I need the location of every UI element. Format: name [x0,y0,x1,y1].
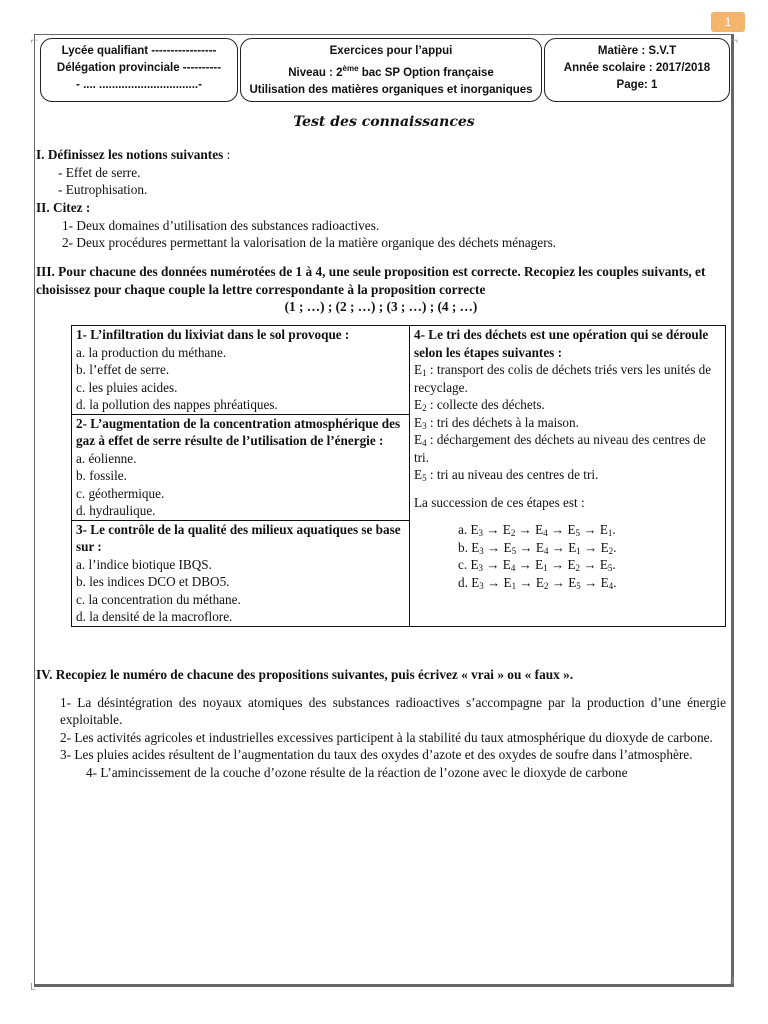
document-title: Test des connaissances [293,114,475,130]
option: a. l’indice biotique IBQS. [76,556,212,572]
step-item: $E_1$ : transport des colis de déchets triés vers les unités de recyclage. [414,362,712,395]
step-item: $E_3$ : tri des déchets à la maison. [414,414,579,431]
section-4-heading: IV. Recopiez le numéro de chacune des propositions suivantes, puis écrivez « vrai » ou « faux ». [36,667,574,682]
answer-pairs: (1 ; …) ; (2 ; …) ; (3 ; …) ; (4 ; …) [284,299,478,314]
step-list [414,361,721,484]
corner-mark-icon: ┘ [730,978,737,989]
section-2 [36,199,726,252]
step-item: $E_2$ : collecte des déchets. [414,397,545,413]
sequence-option: b. $E_3 \to E_5 \to E_4 \to E_1 \to E_2$. [458,539,617,556]
topic-line: Utilisation des matières organiques et inorganiques [249,83,533,96]
option: b. fossile. [76,468,127,483]
sequence-option: d. $E_3 \to E_1 \to E_2 \to E_5 \to E_4$. [458,574,617,591]
sequence-options [414,521,721,591]
page-line: Page: 1 [616,79,658,91]
section-1-item: - Effet de serre. [58,164,141,180]
question-1-cell [72,326,410,415]
question-2-title: 2- L’augmentation de la concentration atmosphérique des gaz à effet de serre résulte de l’utilisation de l’énergie : [76,415,401,448]
option: a. la production du méthane. [76,344,227,360]
step-item: $E_4$ : déchargement des déchets au niveau des centres de tri. [414,432,706,465]
mcq-table [71,325,726,627]
section-2-heading: II. Citez : [36,200,91,215]
true-false-item: 3- Les pluies acides résultent de l’augmentation du taux des oxydes d’azote et des oxydes de soufre dans l’atmosphère. [60,747,693,762]
section-1 [36,146,726,199]
question-4-cell [410,326,726,627]
section-3-heading: III. Pour chacune des données numérotées de 1 à 4, une seule proposition est correcte. Recopiez les couples suivants, et choisissez pour chaque couple la lettre correspondante à la proposition correcte [36,264,706,297]
true-false-item: 2- Les activités agricoles et industrielles excessives participent à la stabilité du taux atmosphérique du dioxyde de carbone. [60,729,713,745]
sequence-option: a. $E_3 \to E_2 \to E_4 \to E_5 \to E_1$. [458,522,616,538]
corner-mark-icon: ¬ [730,36,739,47]
option: c. géothermique. [76,485,165,501]
succession-label: La succession de ces étapes est : [414,494,585,510]
option: d. la pollution des nappes phréatiques. [76,397,278,412]
section-2-item: 2- Deux procédures permettant la valorisation de la matière organique des déchets ménagers. [62,235,557,250]
school-line: Lycée qualifiant ----------------- [61,45,217,57]
option: d. hydraulique. [76,503,156,518]
page-number-badge: 1 [711,12,745,32]
step-item: $E_5$ : tri au niveau des centres de tri. [414,467,599,483]
corner-mark-icon: ⌐ [30,36,39,47]
section-1-heading: I. Définissez les notions suivantes : [36,147,231,162]
section-2-item: 1- Deux domaines d’utilisation des substances radioactives. [62,217,380,233]
question-1-title: 1- L’infiltration du lixiviat dans le sol provoque : [76,327,350,342]
option: b. l’effet de serre. [76,362,170,377]
question-3-cell [72,520,410,626]
option: c. la concentration du méthane. [76,591,241,607]
section-3 [36,263,726,316]
school-year-line: Année scolaire : 2017/2018 [563,62,711,74]
option: c. les pluies acides. [76,379,178,395]
corner-mark-icon: L [30,982,36,993]
section-1-item: - Eutrophisation. [58,182,148,197]
delegation-line: Délégation provinciale ---------- [56,62,222,74]
header-title-box [240,38,542,102]
header-school-box [40,38,238,102]
true-false-item: 1- La désintégration des noyaux atomiques des substances radioactives s’accompagne par la production d’une énergie exploitable. [60,694,726,727]
question-3-title: 3- Le contrôle de la qualité des milieux aquatiques se base sur : [76,521,401,554]
true-false-item: 4- L’amincissement de la couche d’ozone résulte de la réaction de l’ozone avec le dioxyde de carbone [86,764,628,780]
option: d. la densité de la macroflore. [76,609,233,624]
option: a. éolienne. [76,450,137,466]
option: b. les indices DCO et DBO5. [76,574,230,589]
exercise-title: Exercices pour l’appui [329,45,453,57]
section-4 [36,666,726,781]
location-line: - .... ...............................- [76,79,202,91]
level-line: Niveau : 2ème bac SP Option française [288,64,494,79]
question-2-cell [72,414,410,520]
sequence-option: c. $E_3 \to E_4 \to E_1 \to E_2 \to E_5$. [458,557,616,573]
subject-line: Matière : S.V.T [597,45,677,57]
header-info-box [544,38,730,102]
question-4-title: 4- Le tri des déchets est une opération qui se déroule selon les étapes suivantes : [414,327,709,360]
